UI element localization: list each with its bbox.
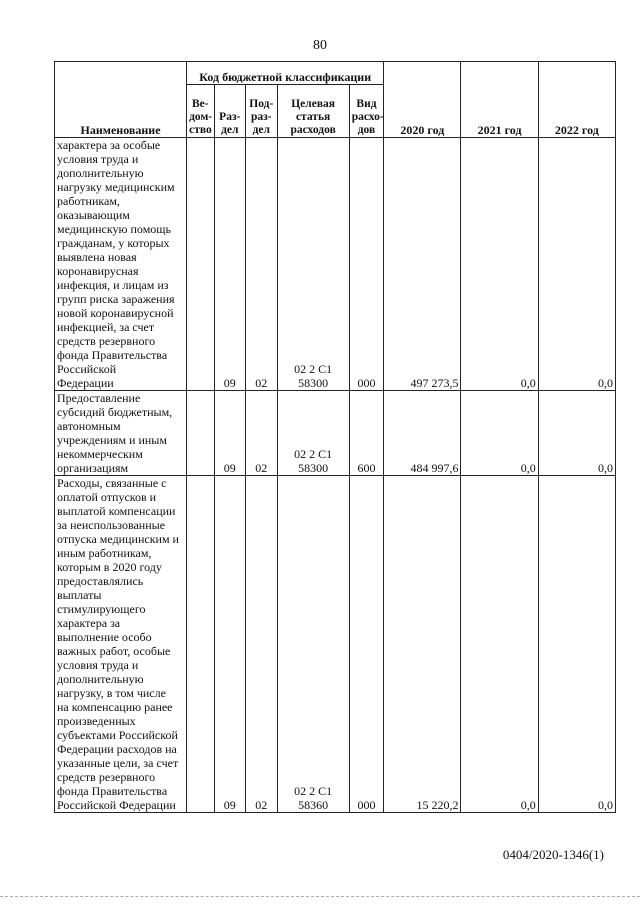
row-name-line: отпуска медицинским и (57, 532, 179, 546)
row-name-line: характера за (57, 616, 121, 630)
header-razdel: Раз-дел (214, 85, 246, 138)
header-vid: Вид расхо-дов (349, 85, 384, 138)
razdel-cell: 09 (214, 476, 246, 813)
row-name-line: условия труда и (57, 658, 139, 672)
vid-cell: 000 (349, 476, 384, 813)
scan-edge-line (0, 896, 640, 897)
row-name-line: нагрузку медицинским (57, 180, 175, 194)
header-2022: 2022 год (538, 62, 615, 138)
podrazdel-cell: 02 (246, 476, 278, 813)
header-2020: 2020 год (384, 62, 461, 138)
row-name-line: Федерации (57, 376, 114, 390)
vid-cell: 600 (349, 391, 384, 476)
row-name-line: за неиспользованные (57, 518, 166, 532)
row-name-line: фонда Правительства (57, 348, 168, 362)
row-name-line: иным работникам, (57, 546, 152, 560)
row-name-line: характера за особые (57, 138, 161, 152)
row-name-line: инфекцией, за счет (57, 320, 155, 334)
row-name-line: средств резервного (57, 334, 156, 348)
row-name-line: субсидий бюджетным, (57, 405, 173, 419)
row-name-line: Российской Федерации (57, 798, 176, 812)
row-name-line: организациям (57, 461, 129, 475)
row-name-line: автономным (57, 419, 121, 433)
row-name-line: гражданам, у которых (57, 236, 170, 250)
amount-2021-cell: 0,0 (461, 138, 538, 391)
row-name-line: произведенных (57, 714, 136, 728)
row-name (55, 138, 187, 391)
vedomstvo-cell (187, 476, 214, 813)
razdel-cell: 09 (214, 138, 246, 391)
vedomstvo-cell (187, 391, 214, 476)
header-code-group: Код бюджетной классификации (187, 62, 384, 85)
amount-2022-cell: 0,0 (538, 138, 615, 391)
amount-2020-cell: 15 220,2 (384, 476, 461, 813)
row-name-line: оказывающим (57, 208, 130, 222)
podrazdel-cell: 02 (246, 138, 278, 391)
header-vedomstvo: Ве-дом-ство (187, 85, 214, 138)
row-name-line: Федерации расходов на (57, 742, 177, 756)
amount-2021-cell: 0,0 (461, 476, 538, 813)
table-row (55, 138, 616, 391)
row-name-line: условия труда и (57, 152, 139, 166)
row-name-line: важных работ, особые (57, 644, 171, 658)
row-name-line: медицинскую помощь (57, 222, 172, 236)
row-name-line: инфекция, и лицам из (57, 278, 169, 292)
budget-table (54, 61, 616, 813)
header-2021: 2021 год (461, 62, 538, 138)
document-code: 0404/2020-1346(1) (502, 847, 604, 862)
row-name-line: субъектами Российской (57, 728, 178, 742)
row-name-line: Предоставление (57, 391, 141, 405)
amount-2020-cell: 497 273,5 (384, 138, 461, 391)
header-celevaya: Целевая статья расходов (277, 85, 349, 138)
vedomstvo-cell (187, 138, 214, 391)
row-name-line: выплатой компенсации (57, 504, 176, 518)
page-number: 80 (313, 38, 327, 53)
row-name-line: Российской (57, 362, 117, 376)
row-name-line: средств резервного (57, 770, 156, 784)
row-name-line: на компенсацию ранее (57, 700, 173, 714)
razdel-cell: 09 (214, 391, 246, 476)
amount-2022-cell: 0,0 (538, 391, 615, 476)
row-name (55, 391, 187, 476)
row-name-line: дополнительную (57, 672, 144, 686)
amount-2020-cell: 484 997,6 (384, 391, 461, 476)
row-name-line: Расходы, связанные с (57, 476, 167, 490)
row-name-line: стимулирующего (57, 602, 146, 616)
row-name-line: коронавирусная (57, 264, 139, 278)
amount-2022-cell: 0,0 (538, 476, 615, 813)
row-name-line: которым в 2020 году (57, 560, 162, 574)
row-name-line: нагрузку, в том числе (57, 686, 166, 700)
row-name-line: выплаты (57, 588, 102, 602)
row-name-line: некоммерческим (57, 447, 143, 461)
row-name-line: учреждениям и иным (57, 433, 167, 447)
table-row (55, 391, 616, 476)
celevaya-cell: 02 2 C1 58300 (277, 391, 349, 476)
celevaya-cell: 02 2 C1 58360 (277, 476, 349, 813)
row-name-line: дополнительную (57, 166, 144, 180)
podrazdel-cell: 02 (246, 391, 278, 476)
header-name: Наименование (55, 62, 187, 138)
row-name-line: предоставлялись (57, 574, 144, 588)
row-name-line: фонда Правительства (57, 784, 168, 798)
vid-cell: 000 (349, 138, 384, 391)
header-podrazdel: Под-раз-дел (246, 85, 278, 138)
row-name-line: выявлена новая (57, 250, 137, 264)
row-name-line: оплатой отпусков и (57, 490, 157, 504)
table-row (55, 476, 616, 813)
row-name-line: выполнение особо (57, 630, 152, 644)
row-name (55, 476, 187, 813)
row-name-line: работникам, (57, 194, 120, 208)
row-name-line: новой коронавирусной (57, 306, 174, 320)
celevaya-cell: 02 2 C1 58300 (277, 138, 349, 391)
row-name-line: указанные цели, за счет (57, 756, 179, 770)
row-name-line: групп риска заражения (57, 292, 175, 306)
amount-2021-cell: 0,0 (461, 391, 538, 476)
